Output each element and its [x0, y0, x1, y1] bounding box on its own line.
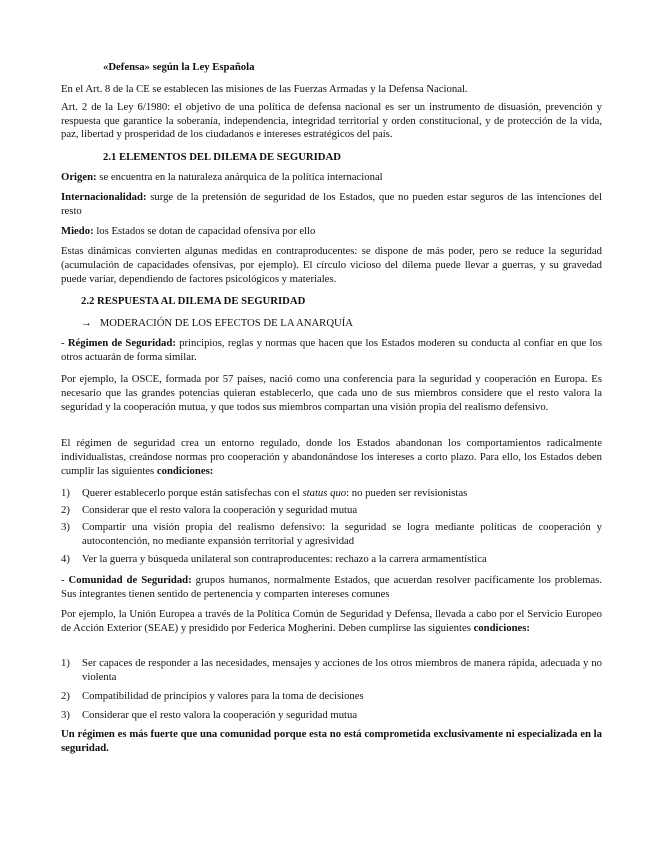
heading-2-2: 2.2 RESPUESTA AL DILEMA DE SEGURIDAD: [81, 295, 306, 307]
paragraph-internacionalidad: [61, 190, 602, 218]
paragraph-regimen-crea: [61, 436, 602, 478]
arrow-right-icon: →: [81, 317, 92, 329]
list-text: Ser capaces de responder a las necesidades, mensajes y acciones de los otros miembros de manera rápida, adecuada y no violenta: [82, 657, 602, 683]
list-number: 1): [61, 487, 70, 499]
paragraph-art8: En el Art. 8 de la CE se establecen las misiones de las Fuerzas Armadas y la Defensa Nacional.: [61, 83, 468, 95]
heading-defensa: «Defensa» según la Ley Española: [103, 61, 255, 73]
paragraph-comunidad-def: [61, 573, 602, 601]
comunidad-label: Comunidad de Seguridad:: [68, 574, 192, 586]
list-text: Compartir una visión propia del realismo defensivo: la seguridad se logra mediante políticas de cooperación y autocontención, no mediante expansión territorial y agresividad: [82, 521, 602, 547]
origen-label: Origen:: [61, 171, 97, 183]
list-number: 1): [61, 657, 70, 669]
internacionalidad-text: surge de la pretensión de seguridad de los Estados, que no pueden estar seguros de las intenciones del resto: [61, 191, 602, 217]
list-number: 4): [61, 553, 70, 565]
paragraph-osce: Por ejemplo, la OSCE, formada por 57 países, nació como una conferencia para la seguridad y cooperación en Europa. Es necesario que las grandes potencias quieran establecerlo, que cada uno de sus miembros considere que el resto valora la seguridad y la cooperación mutua, y que todos sus miembros compartan una visión propia del realismo defensivo.: [61, 373, 602, 413]
condiciones-label: condiciones:: [156, 465, 214, 477]
comunidad-text: grupos humanos, normalmente Estados, que acuerdan resolver pacíficamente los problemas. Sus integrantes tienen sentido de pertenencia y comparten intereses comunes: [61, 574, 602, 600]
list-text: Querer establecerlo porque están satisfechas con el status quo: no pueden ser revisionistas: [82, 487, 468, 499]
paragraph-miedo: [61, 224, 602, 238]
list-text: Considerar que el resto valora la cooperación y seguridad mutua: [82, 504, 358, 516]
condiciones-label: condiciones:: [473, 622, 530, 634]
heading-2-1: 2.1 ELEMENTOS DEL DILEMA DE SEGURIDAD: [103, 151, 341, 163]
dash: -: [61, 337, 68, 349]
paragraph-art2: Art. 2 de la Ley 6/1980: el objetivo de una política de defensa nacional es ser un instrumento de disuasión, prevención y respuesta que garantice la soberanía, independencia, integridad territorial y orden constitucional, y de protección de la vida, paz, libertad y prosperidad de los ciudadanos e intereses estratégicos del país.: [61, 101, 602, 141]
list-number: 2): [61, 504, 70, 516]
dash: -: [61, 574, 69, 586]
subheading-moderacion-text: MODERACIÓN DE LOS EFECTOS DE LA ANARQUÍA: [99, 317, 354, 329]
internacionalidad-label: Internacionalidad:: [61, 191, 147, 203]
paragraph-dinamicas: Estas dinámicas convierten algunas medidas en contraproducentes: se dispone de más poder, pero se reduce la seguridad (acumulación de capacidades ofensivas, por ejemplo). El círculo vicioso del dilema puede llevar a guerras, y su gravedad puede variar, dependiendo de factores psicológicos y materiales.: [61, 245, 602, 285]
regimen-crea-text: El régimen de seguridad crea un entorno regulado, donde los Estados abandonan los comportamientos radicalmente individualistas, creándose normas pro cooperación y abandonándose los intereses a corto plazo. Para ello, los Estados deben cumplir las siguientes: [61, 437, 602, 477]
origen-text: se encuentra en la naturaleza anárquica de la política internacional: [96, 171, 383, 183]
list-number: 2): [61, 690, 70, 702]
miedo-label: Miedo:: [61, 225, 94, 237]
list-text: Considerar que el resto valora la cooperación y seguridad mutua: [82, 709, 358, 721]
paragraph-ue: [61, 607, 602, 635]
regimen-label: Régimen de Seguridad:: [67, 337, 176, 349]
miedo-text: los Estados se dotan de capacidad ofensiva por ello: [93, 225, 316, 237]
list-text: Ver la guerra y búsqueda unilateral son contraproducentes: rechazo a la carrera armamentística: [82, 553, 487, 565]
regimen-text: principios, reglas y normas que hacen que los Estados moderen su conducta al confiar en que los otros actuarán de forma similar.: [61, 337, 603, 363]
list-number: 3): [61, 709, 70, 721]
list-text: Compatibilidad de principios y valores para la toma de decisiones: [82, 690, 364, 702]
paragraph-regimen-def: [61, 336, 602, 364]
list-number: 3): [61, 521, 70, 533]
ue-text: Por ejemplo, la Unión Europea a través de la Política Común de Seguridad y Defensa, llevada a cabo por el Servicio Europeo de Acción Exterior (SEAE) y presidido por Federica Mogherini. Deben cumplirse las siguientes: [61, 608, 602, 634]
subheading-moderacion: [81, 316, 481, 330]
paragraph-origen: [61, 170, 602, 184]
paragraph-final: Un régimen es más fuerte que una comunidad porque esta no está comprometida exclusivamente ni especializada en la seguridad.: [61, 728, 602, 754]
